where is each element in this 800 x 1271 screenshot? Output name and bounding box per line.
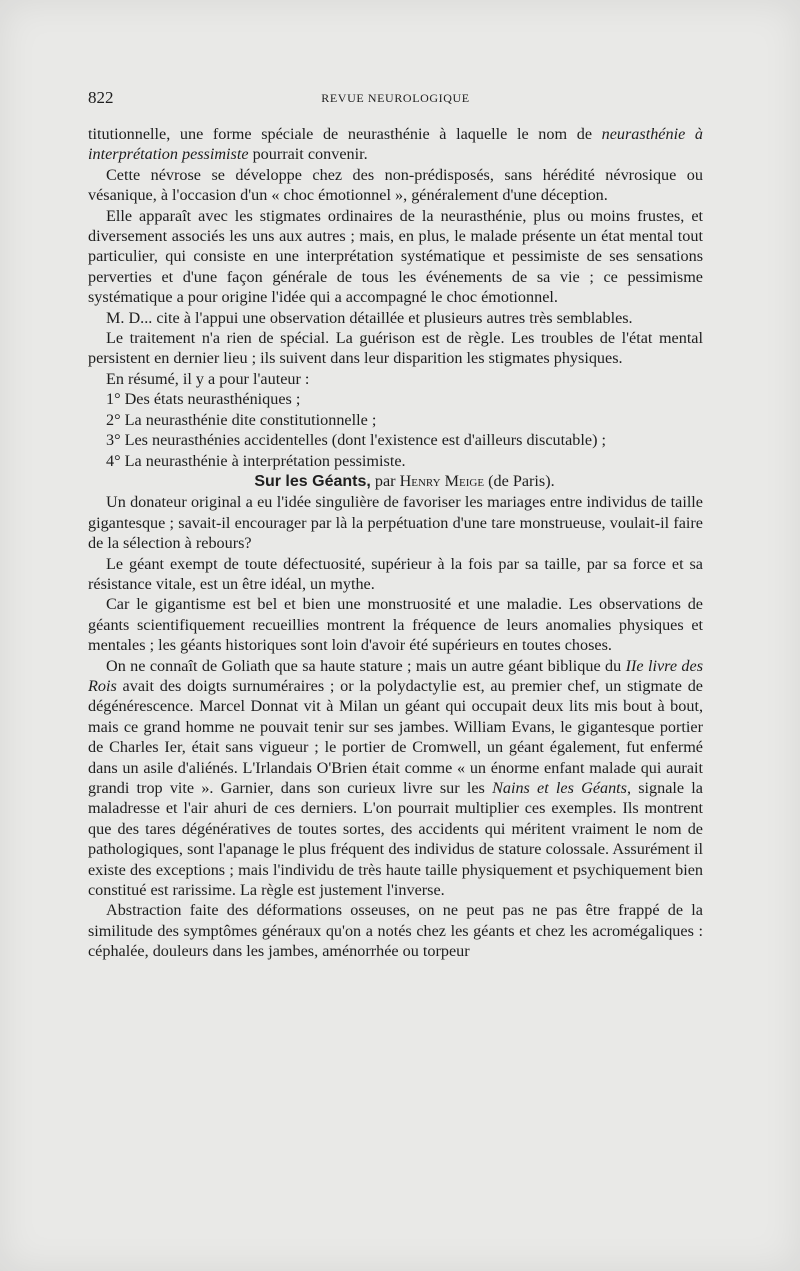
review-paragraph-6: En résumé, il y a pour l'auteur : (106, 369, 310, 388)
article-paragraph-1: Un donateur original a eu l'idée singulière de favoriser les mariages entre individus de taille gigantesque ; savait-il encourager par là la perpétuation d'une tare monstrueuse, voulait-il faire de la sélection à rebours? (88, 493, 703, 553)
text-run: pourrait convenir. (248, 145, 368, 164)
text-run: avait des doigts surnuméraires ; or la polydactylie est, au premier chef, un stigmate de dégénérescence. Marcel Donnat vit à Milan un géant qui occupait deux lits mis bout à bout, mais ce grand homme ne pouvait tenir sur ses jambes. William Evans, le gigantesque portier de Charles Ier, était sans vigueur ; le portier de Cromwell, un géant également, fut enfermé dans un asile d'aliénés. L'Irlandais O'Brien était comme « un énorme enfant malade qui aurait grandi trop vite ». Garnier, dans son curieux livre sur les (88, 676, 703, 797)
italic-term: neurasthénie à interprétation pessimiste (88, 125, 703, 164)
summary-list-item: 3° Les neurasthénies accidentelles (dont l'existence est d'ailleurs discutable) ; (106, 431, 607, 450)
running-header (88, 88, 703, 108)
article-paragraph-5: Abstraction faite des déformations osseuses, on ne peut pas ne pas être frappé de la similitude des symptômes généraux qu'on a notés chez les géants et chez les acromégaliques : céphalée, douleurs dans les jambes, aménorrhée ou torpeur (88, 901, 703, 961)
italic-title: IIe livre des Rois (88, 656, 703, 695)
article-title: Sur les Géants, (254, 472, 371, 490)
article-paragraph-2: Le géant exempt de toute défectuosité, supérieur à la fois par sa taille, par sa force et sa résistance vitale, est un être idéal, un mythe. (88, 554, 703, 593)
review-paragraph-3: Elle apparaît avec les stigmates ordinaires de la neurasthénie, plus ou moins frustes, et diversement associés les uns aux autres ; mais, en plus, le malade présente un état mental tout particulier, qui consiste en une interprétation systématique et pessimiste de ses sensations perverties et d'une façon générale de tous les événements de sa vie ; ce pessimisme systématique a pour origine l'idée qui a accompagné le choc émotionnel. (88, 206, 703, 307)
article-heading (88, 471, 703, 492)
summary-list-item: 2° La neurasthénie dite constitutionnelle ; (106, 410, 377, 429)
review-paragraph-5: Le traitement n'a rien de spécial. La guérison est de règle. Les troubles de l'état mental persistent en dernier lieu ; ils suivent dans leur disparition les stigmates physiques. (88, 329, 703, 368)
text-run: , signale la maladresse et l'air ahuri de ces derniers. L'on pourrait multiplier ces exemples. Ils montrent que des tares dégénératives de toutes sortes, des accidents qui méritent vraiment le nom de pathologiques, sont l'apanage le plus fréquent des individus de stature colossale. Assurément il existe des exceptions ; mais l'individu de très haute taille physiquement et psychiquement bien constitué est rarissime. La règle est justement l'inverse. (88, 779, 703, 900)
article-author: Henry Meige (399, 471, 485, 490)
review-paragraph-4: M. D... cite à l'appui une observation détaillée et plusieurs autres très semblables. (106, 308, 633, 327)
journal-title: REVUE NEUROLOGIQUE (321, 91, 470, 105)
text-run: On ne connaît de Goliath que sa haute stature ; mais un autre géant biblique du (106, 656, 626, 675)
article-affiliation: (de Paris). (484, 471, 555, 490)
byline-connector: par (370, 471, 400, 490)
article-paragraph-4 (88, 656, 703, 901)
text-run: titutionnelle, une forme spéciale de neurasthénie à laquelle le nom de (88, 125, 602, 143)
review-paragraph-1 (88, 124, 703, 165)
summary-list-item: 1° Des états neurasthéniques ; (106, 390, 301, 409)
italic-title: Nains et les Géants (492, 779, 627, 797)
page-body (88, 124, 703, 962)
article-paragraph-3: Car le gigantisme est bel et bien une monstruosité et une maladie. Les observations de géants scientifiquement recueillies montrent la fréquence de leurs anomalies physiques et mentales ; les géants historiques sont loin d'avoir été supérieurs en toutes choses. (88, 595, 703, 655)
review-paragraph-2: Cette névrose se développe chez des non-prédisposés, sans hérédité névrosique ou vésanique, à l'occasion d'un « choc émotionnel », généralement d'une déception. (88, 165, 703, 205)
summary-list-item: 4° La neurasthénie à interprétation pessimiste. (106, 451, 406, 470)
page-number: 822 (88, 88, 114, 107)
